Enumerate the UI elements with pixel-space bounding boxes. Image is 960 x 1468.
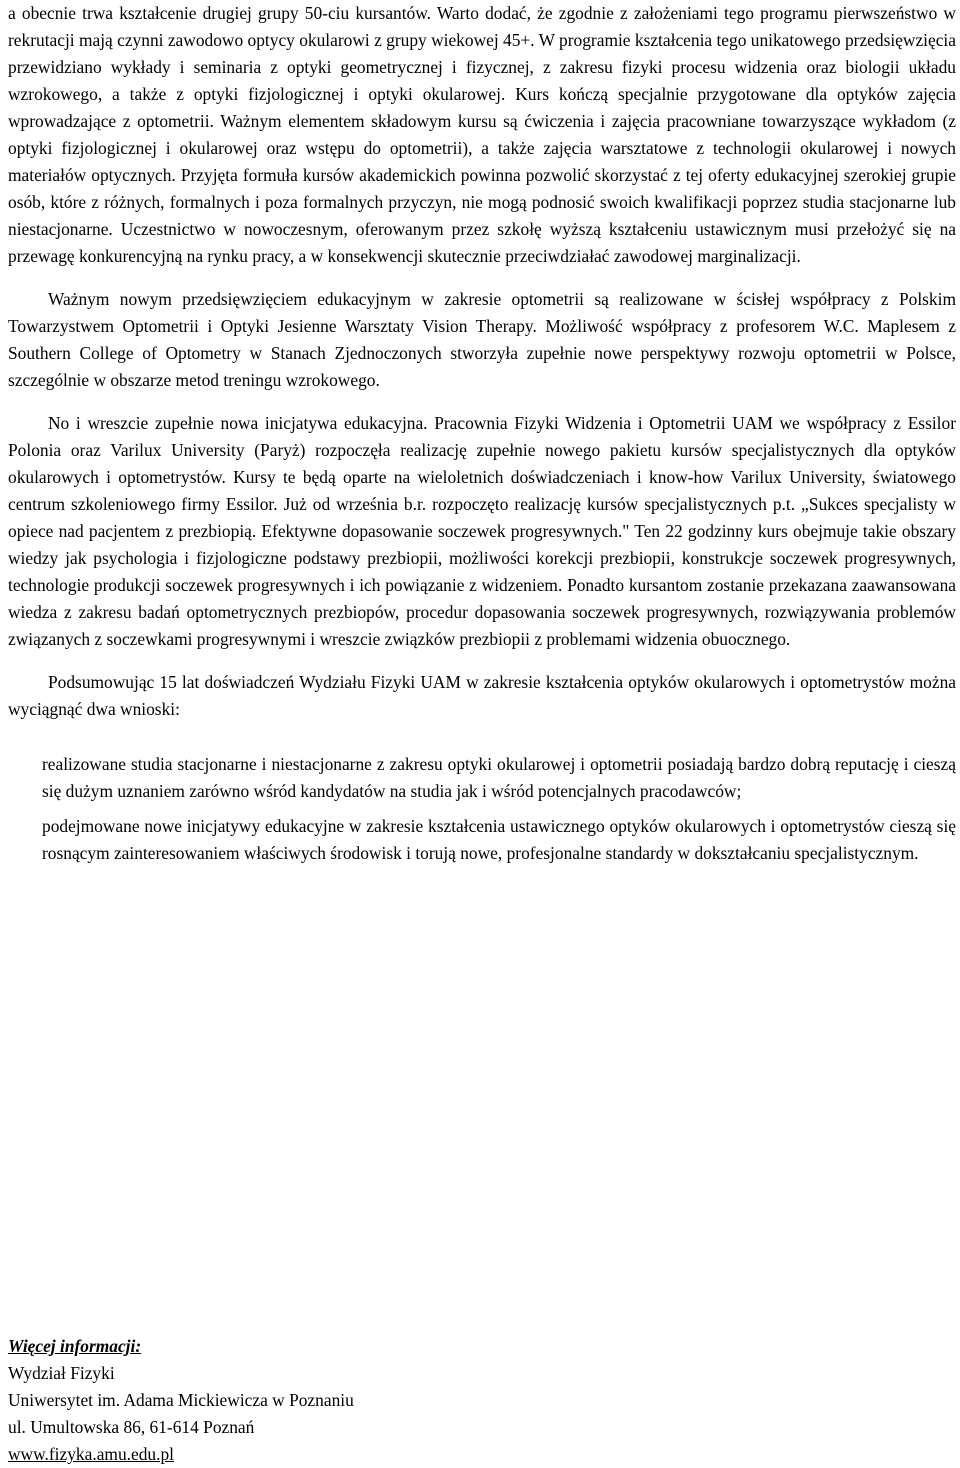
info-address: ul. Umultowska 86, 61-614 Poznań: [8, 1417, 255, 1437]
info-heading: Więcej informacji:: [8, 1336, 142, 1356]
conclusion-item: podejmowane nowe inicjatywy edukacyjne w zakresie kształcenia ustawicznego optyków okularowych i optometrystów cieszą się rosnącym zainteresowaniem właściwych środowisk i torują nowe, profesjonalne standardy w dokształcaniu specjalistycznym.: [42, 816, 956, 863]
info-university: Uniwersytet im. Adama Mickiewicza w Poznaniu: [8, 1390, 354, 1410]
paragraph: a obecnie trwa kształcenie drugiej grupy 50-ciu kursantów. Warto dodać, że zgodnie z założeniami tego programu pierwszeństwo w rekrutacji mają czynni zawodowo optycy okularowi z grupy wiekowej 45+. W programie kształcenia tego unikatowego przedsięwzięcia przewidziano wykłady i seminaria z optyki geometrycznej i fizycznej, z zakresu fizyki procesu widzenia oraz biologii układu wzrokowego, a także z optyki fizjologicznej i optyki okularowej. Kurs kończą specjalnie przygotowane dla optyków zajęcia wprowadzające z optometrii. Ważnym elementem składowym kursu są ćwiczenia i zajęcia pracowniane towarzyszące wykładom (z optyki fizjologicznej i okularowej oraz wstępu do optometrii), a także zajęcia warsztatowe z technologii okularowej i nowych materiałów optycznych. Przyjęta formuła kursów akademickich powinna pozwolić skorzystać z tej oferty edukacyjnej szerokiej grupie osób, które z różnych, formalnych i poza formalnych przyczyn, nie mogą podnosić swoich kwalifikacji poprzez studia stacjonarne lub niestacjonarne. Uczestnictwo w nowoczesnym, oferowanym przez szkołę wyższą kształceniu ustawicznym musi przełożyć się na przewagę konkurencyjną na rynku pracy, a w konsekwencji skutecznie przeciwdziałać zawodowej marginalizacji.: [8, 3, 956, 266]
conclusions-list: [8, 751, 956, 867]
conclusion-item: realizowane studia stacjonarne i niestacjonarne z zakresu optyki okularowej i optometrii posiadają bardzo dobrą reputację i cieszą się dużym uznaniem zarówno wśród kandydatów na studia jak i wśród potencjalnych pracodawców;: [42, 754, 956, 801]
paragraph: No i wreszcie zupełnie nowa inicjatywa edukacyjna. Pracownia Fizyki Widzenia i Optometrii UAM we współpracy z Essilor Polonia oraz Varilux University (Paryż) rozpoczęła realizację zupełnie nowego pakietu kursów specjalistycznych dla optyków okularowych i optometrystów. Kursy te będą oparte na wieloletnich doświadczeniach i know-how Varilux University, światowego centrum szkoleniowego firmy Essilor. Już od września b.r. rozpoczęto realizację kursów specjalistycznych p.t. „Sukces specjalisty w opiece nad pacjentem z prezbiopią. Efektywne dopasowanie soczewek progresywnych." Ten 22 godzinny kurs obejmuje takie obszary wiedzy jak psychologia i fizjologiczne podstawy prezbiopii, możliwości korekcji prezbiopii, konstrukcje soczewek progresywnych, technologie produkcji soczewek progresywnych i ich powiązanie z widzeniem. Ponadto kursantom zostanie przekazana zaawansowana wiedza z zakresu badań optometrycznych prezbiopów, procedur dopasowania soczewek progresywnych, rozwiązywania problemów związanych z soczewkami progresywnymi i wreszcie związków prezbiopii z problemami widzenia obuocznego.: [8, 413, 956, 649]
contact-info: [8, 1333, 354, 1468]
info-department: Wydział Fizyki: [8, 1363, 115, 1383]
summary-paragraph: Podsumowując 15 lat doświadczeń Wydziału Fizyki UAM w zakresie kształcenia optyków okularowych i optometrystów można wyciągnąć dwa wnioski:: [8, 672, 956, 719]
paragraph: Ważnym nowym przedsięwzięciem edukacyjnym w zakresie optometrii są realizowane w ścisłej współpracy z Polskim Towarzystwem Optometrii i Optyki Jesienne Warsztaty Vision Therapy. Możliwość współpracy z profesorem W.C. Maplesem z Southern College of Optometry w Stanach Zjednoczonych stworzyła zupełnie nowe perspektywy rozwoju optometrii w Polsce, szczególnie w obszarze metod treningu wzrokowego.: [8, 289, 956, 390]
website-link[interactable]: www.fizyka.amu.edu.pl: [8, 1444, 174, 1464]
article-body: [8, 0, 956, 867]
